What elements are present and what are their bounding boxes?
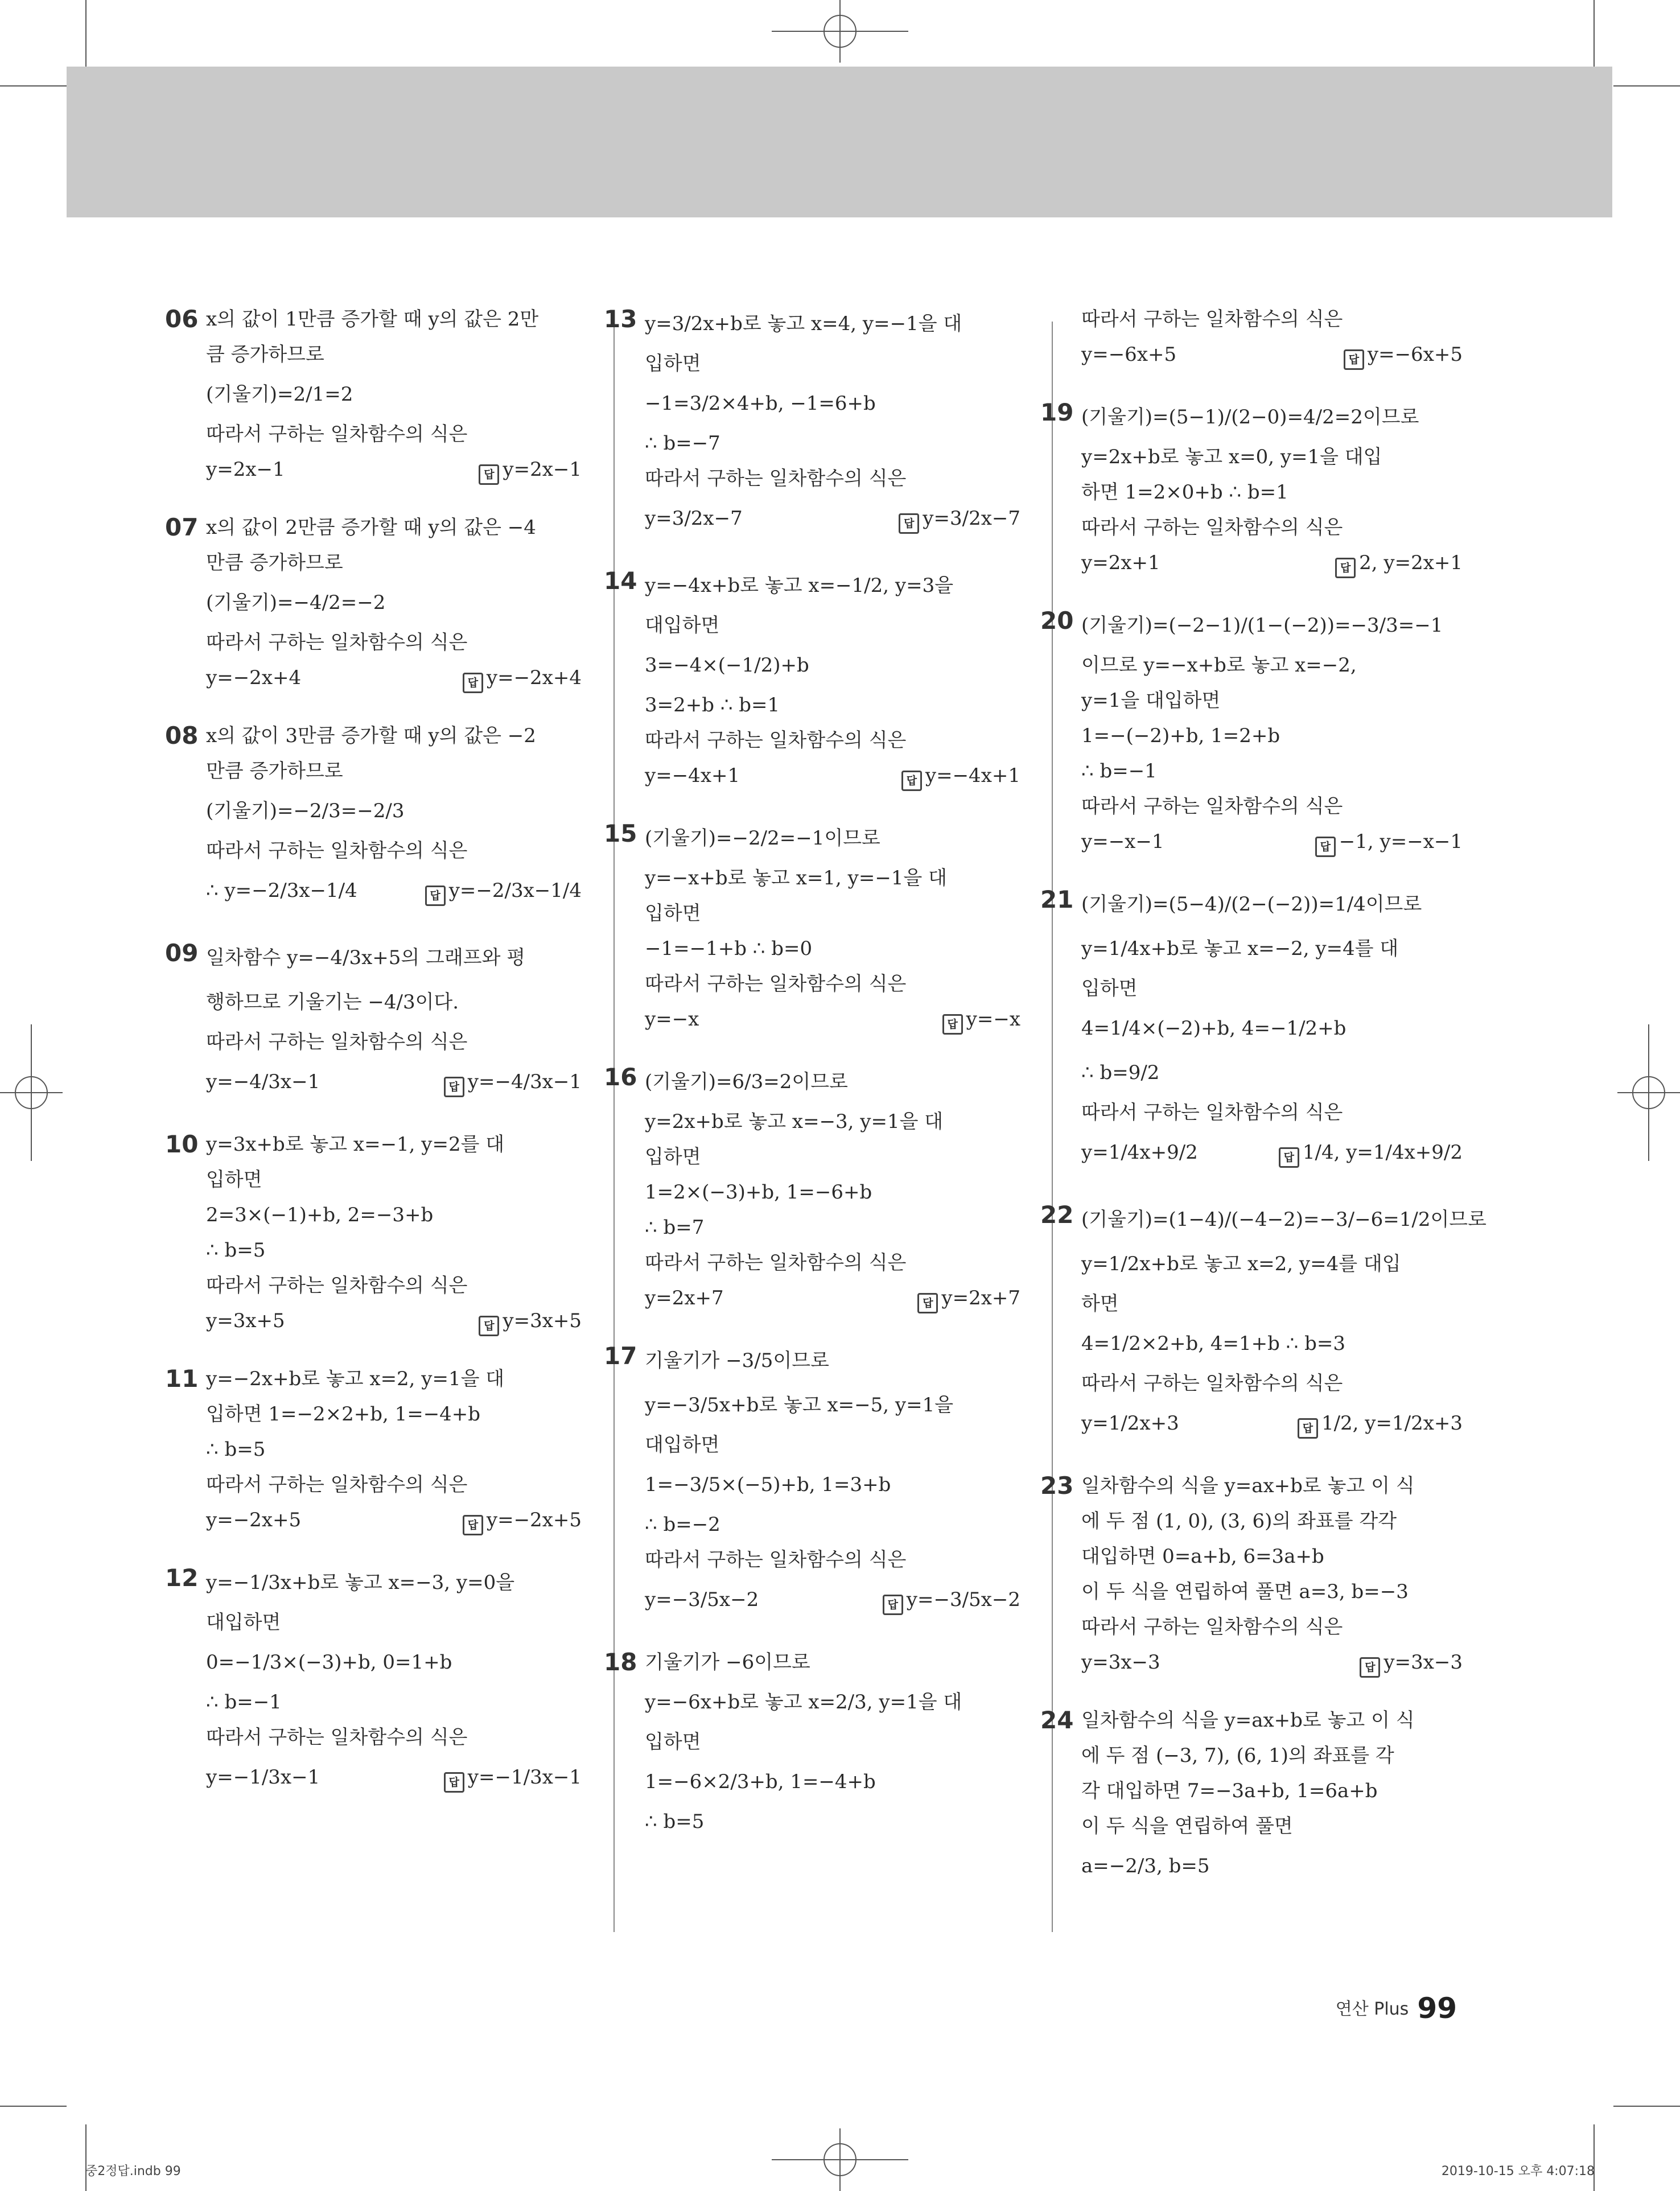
- solution-line: (기울기)=(1−4)/(−4−2)=−3/−6=1/2이므로: [1081, 1208, 1487, 1231]
- problem-number: 18: [604, 1648, 637, 1676]
- answer: [901, 758, 1020, 793]
- solution-line: y=2x+b로 놓고 x=0, y=1을 대입: [1081, 446, 1382, 468]
- solution-line: 2=3×(−1)+b, 2=−3+b: [206, 1204, 434, 1226]
- problem-spacer: [645, 1316, 1020, 1339]
- answer-column-1: [165, 302, 582, 1822]
- solution-line: 대입하면: [645, 1434, 720, 1456]
- problem-block: [604, 816, 1020, 1037]
- solution-line: y=−3/5x+b로 놓고 x=−5, y=1을: [645, 1394, 954, 1416]
- final-equation-row: [206, 1060, 582, 1104]
- crop-mark-bottom-right: [1593, 2124, 1595, 2191]
- page-footer: [1336, 1992, 1457, 2025]
- problem-number: 08: [165, 722, 199, 749]
- problem-spacer: [1081, 859, 1463, 882]
- problem-number: 17: [604, 1342, 637, 1370]
- solution-line: 1=−3/5×(−5)+b, 1=3+b: [645, 1473, 891, 1496]
- problem-block: [1040, 1468, 1463, 1680]
- answer: [1298, 1401, 1463, 1445]
- problem-spacer: [645, 793, 1020, 816]
- final-equation: y=−4x+1: [645, 764, 740, 787]
- answer-text: y=−4x+1: [925, 764, 1020, 787]
- problem-spacer: [645, 1037, 1020, 1060]
- answer-column-3: [1040, 302, 1487, 1911]
- solution-line: 이므로 y=−x+b로 놓고 x=−2,: [1081, 654, 1357, 677]
- solution-line: 따라서 구하는 일차함수의 식은: [206, 1031, 468, 1053]
- problem-block: [165, 1127, 582, 1339]
- crop-mark-top-left: [85, 0, 87, 67]
- answer-mark-icon: 답: [1315, 837, 1336, 857]
- answer-text: −1, y=−x−1: [1339, 830, 1463, 853]
- answer: [899, 496, 1020, 541]
- registration-mark-left: [0, 1024, 63, 1161]
- answer-text: y=3/2x−7: [923, 507, 1020, 530]
- final-equation-row: [1081, 824, 1463, 859]
- answer-mark-icon: 답: [479, 1316, 499, 1336]
- answer-text: y=−2x+5: [486, 1509, 582, 1531]
- answer: [1360, 1645, 1463, 1680]
- answer-mark-icon: 답: [425, 886, 446, 906]
- problem-number: 24: [1040, 1706, 1074, 1734]
- final-equation: y=1/4x+9/2: [1081, 1141, 1198, 1164]
- solution-line: 4=1/4×(−2)+b, 4=−1/2+b: [1081, 1017, 1347, 1040]
- solution-line: 따라서 구하는 일차함수의 식은: [206, 1726, 468, 1749]
- answer: [444, 1755, 582, 1799]
- crop-mark-right-top: [1613, 85, 1680, 87]
- problem-spacer: [645, 1839, 1020, 1862]
- solution-line: y=1/2x+b로 놓고 x=2, y=4를 대입: [1081, 1253, 1401, 1275]
- solution-line: 1=−(−2)+b, 1=2+b: [1081, 724, 1280, 747]
- answer-text: 2, y=2x+1: [1359, 551, 1463, 574]
- final-equation-row: [206, 452, 582, 487]
- final-equation-row: [1081, 545, 1463, 580]
- answer: [942, 1002, 1020, 1037]
- problem-number: 16: [604, 1063, 637, 1091]
- solution-line: 대입하면: [645, 614, 720, 637]
- final-equation: y=3/2x−7: [645, 507, 743, 530]
- problem-spacer: [206, 695, 582, 718]
- solution-line: 따라서 구하는 일차함수의 식은: [645, 1251, 907, 1274]
- footer-label: 연산 Plus: [1335, 1999, 1409, 2019]
- solution-line: 따라서 구하는 일차함수의 식은: [645, 1548, 907, 1571]
- problem-block: [165, 718, 582, 913]
- answer-text: y=3x−3: [1383, 1651, 1463, 1674]
- problem-spacer: [645, 1622, 1020, 1645]
- final-equation: y=2x+7: [645, 1287, 724, 1309]
- solution-line: y=3/2x+b로 놓고 x=4, y=−1을 대: [645, 312, 962, 335]
- solution-line: 따라서 구하는 일차함수의 식은: [645, 467, 907, 490]
- answer: [883, 1578, 1020, 1622]
- solution-line: y=1을 대입하면: [1081, 689, 1221, 712]
- solution-line: 입하면: [645, 1146, 701, 1168]
- solution-line: 각 대입하면 7=−3a+b, 1=6a+b: [1081, 1780, 1378, 1802]
- solution-line: −1=−1+b ∴ b=0: [645, 937, 813, 960]
- solution-line: 3=−4×(−1/2)+b: [645, 654, 809, 677]
- header-banner: [67, 67, 1612, 217]
- final-equation-row: [645, 1578, 1020, 1622]
- problem-block: [604, 1339, 1020, 1622]
- solution-line: ∴ b=−1: [1081, 760, 1157, 782]
- solution-line: (기울기)=6/3=2이므로: [645, 1070, 848, 1093]
- final-equation-row: [206, 660, 582, 695]
- problem-number: 10: [165, 1130, 199, 1158]
- answer: [479, 452, 582, 487]
- final-equation-row: [206, 1502, 582, 1538]
- column-divider-2: [1052, 322, 1053, 1932]
- final-equation: y=2x−1: [206, 458, 285, 481]
- solution-line: 1=−6×2/3+b, 1=−4+b: [645, 1770, 876, 1793]
- solution-line: (기울기)=(−2−1)/(1−(−2))=−3/3=−1: [1081, 614, 1443, 637]
- answer-mark-icon: 답: [1298, 1418, 1318, 1439]
- problem-number: 21: [1040, 886, 1074, 913]
- solution-line: 기울기가 −3/5이므로: [645, 1349, 829, 1372]
- answer-mark-icon: 답: [942, 1014, 963, 1035]
- solution-line: (기울기)=−4/2=−2: [206, 591, 386, 614]
- solution-line: 따라서 구하는 일차함수의 식은: [206, 1274, 468, 1297]
- answer: [425, 868, 582, 913]
- solution-line: 기울기가 −6이므로: [645, 1651, 810, 1674]
- problem-spacer: [206, 913, 582, 936]
- answer-text: 1/2, y=1/2x+3: [1321, 1412, 1463, 1435]
- answer: [1279, 1130, 1463, 1175]
- problem-number: 23: [1040, 1472, 1074, 1500]
- problem-spacer: [1081, 1680, 1463, 1703]
- final-equation-row: [645, 758, 1020, 793]
- crop-mark-bottom-left: [85, 2124, 87, 2191]
- answer: [463, 660, 582, 695]
- final-equation: y=1/2x+3: [1081, 1412, 1179, 1435]
- solution-line: ∴ b=5: [206, 1438, 266, 1461]
- final-equation: y=3x+5: [206, 1309, 285, 1332]
- problem-block: [604, 1060, 1020, 1316]
- final-equation: y=−2x+5: [206, 1509, 302, 1531]
- problem-block: [1040, 603, 1463, 859]
- solution-line: (기울기)=−2/3=−2/3: [206, 800, 405, 822]
- problem-number: 20: [1040, 607, 1074, 635]
- answer: [1344, 337, 1463, 372]
- final-equation: y=−1/3x−1: [206, 1766, 320, 1789]
- solution-line: ∴ b=−2: [645, 1513, 720, 1536]
- solution-line: 따라서 구하는 일차함수의 식은: [1081, 1372, 1343, 1395]
- solution-line: y=2x+b로 놓고 x=−3, y=1을 대: [645, 1110, 944, 1133]
- problem-number: 09: [165, 939, 199, 967]
- registration-mark-bottom: [772, 2128, 908, 2191]
- page-number: 99: [1417, 1992, 1457, 2025]
- problem-block: [1040, 882, 1463, 1175]
- solution-line: 만큼 증가하므로: [206, 551, 343, 574]
- solution-line: 입하면: [206, 1168, 262, 1191]
- answer-text: y=−1/3x−1: [467, 1766, 582, 1789]
- solution-line: (기울기)=(5−1)/(2−0)=4/2=2이므로: [1081, 406, 1419, 429]
- solution-line: 이 두 식을 연립하여 풀면: [1081, 1815, 1293, 1838]
- answer: [479, 1303, 582, 1339]
- answer: [1335, 545, 1463, 580]
- answer-text: y=3x+5: [503, 1309, 582, 1332]
- answer: [1315, 824, 1463, 859]
- final-equation: y=−6x+5: [1081, 343, 1177, 366]
- final-equation: y=−x−1: [1081, 830, 1164, 853]
- solution-line: 대입하면 0=a+b, 6=3a+b: [1081, 1545, 1324, 1568]
- answer-mark-icon: 답: [444, 1077, 464, 1097]
- solution-line: 4=1/2×2+b, 4=1+b ∴ b=3: [1081, 1332, 1345, 1355]
- solution-line: ∴ b=−1: [206, 1691, 282, 1714]
- solution-line: 하면: [1081, 1292, 1119, 1315]
- solution-line: 따라서 구하는 일차함수의 식은: [206, 423, 468, 446]
- solution-line: ∴ b=7: [645, 1216, 705, 1239]
- answer: [917, 1280, 1020, 1316]
- solution-line: 1=2×(−3)+b, 1=−6+b: [645, 1181, 872, 1204]
- solution-line: 0=−1/3×(−3)+b, 0=1+b: [206, 1651, 452, 1674]
- answer-mark-icon: 답: [883, 1595, 903, 1615]
- final-equation-row: [645, 1002, 1020, 1037]
- problem-block: [165, 510, 582, 695]
- registration-mark-top: [772, 0, 908, 63]
- crop-mark-right-bottom: [1613, 2106, 1680, 2107]
- solution-line: x의 값이 3만큼 증가할 때 y의 값은 −2: [206, 724, 536, 747]
- final-equation-row: [1081, 1645, 1463, 1680]
- final-equation: ∴ y=−2/3x−1/4: [206, 879, 357, 902]
- solution-line: 따라서 구하는 일차함수의 식은: [206, 631, 468, 654]
- problem-block: [165, 1560, 582, 1799]
- answer-mark-icon: 답: [1335, 558, 1356, 578]
- crop-mark-left-top: [0, 85, 67, 87]
- solution-line: ∴ b=5: [645, 1810, 705, 1833]
- problem-spacer: [1081, 1888, 1463, 1911]
- problem-block: [1040, 1197, 1487, 1445]
- problem-block: [1040, 1703, 1463, 1888]
- solution-line: 입하면: [1081, 977, 1138, 1000]
- slug-file: 중2정답.indb 99: [85, 2164, 181, 2178]
- solution-line: x의 값이 1만큼 증가할 때 y의 값은 2만: [206, 308, 539, 331]
- solution-line: 따라서 구하는 일차함수의 식은: [206, 1473, 468, 1496]
- solution-line: ∴ b=−7: [645, 432, 720, 455]
- answer-mark-icon: 답: [479, 464, 499, 485]
- final-equation-row: [1081, 1401, 1463, 1445]
- solution-line: 따라서 구하는 일차함수의 식은: [645, 729, 907, 752]
- answer-text: y=−3/5x−2: [906, 1588, 1020, 1611]
- final-equation: y=−3/5x−2: [645, 1588, 759, 1611]
- problem-number: 06: [165, 305, 199, 333]
- solution-line: 대입하면: [206, 1611, 281, 1634]
- final-equation-row: [1081, 1130, 1463, 1175]
- answer-mark-icon: 답: [899, 513, 919, 534]
- problem-spacer: [206, 1799, 582, 1822]
- final-equation-row: [645, 496, 1020, 541]
- solution-line: (기울기)=(5−4)/(2−(−2))=1/4이므로: [1081, 893, 1422, 916]
- problem-block: [1040, 395, 1463, 580]
- answer: [463, 1502, 582, 1538]
- solution-line: 따라서 구하는 일차함수의 식은: [1081, 1101, 1343, 1124]
- answer: [444, 1060, 582, 1104]
- final-equation-row: [206, 1303, 582, 1339]
- solution-line: 따라서 구하는 일차함수의 식은: [1081, 516, 1343, 539]
- solution-line: 일차함수 y=−4/3x+5의 그래프와 평: [206, 946, 526, 969]
- answer-mark-icon: 답: [1279, 1147, 1299, 1168]
- final-equation: y=3x−3: [1081, 1651, 1160, 1674]
- solution-line: 일차함수의 식을 y=ax+b로 놓고 이 식: [1081, 1709, 1415, 1732]
- problem-number: 11: [165, 1365, 199, 1393]
- solution-line: 입하면 1=−2×2+b, 1=−4+b: [206, 1403, 481, 1426]
- slug-stamp: 2019-10-15 오후 4:07:18: [1441, 2164, 1595, 2178]
- problem-spacer: [1081, 1445, 1463, 1468]
- problem-spacer: [1081, 580, 1463, 603]
- solution-line: (기울기)=2/1=2: [206, 383, 353, 406]
- answer-mark-icon: 답: [1344, 349, 1364, 370]
- answer-column-2: [604, 302, 1020, 1862]
- solution-line: y=−1/3x+b로 놓고 x=−3, y=0을: [206, 1571, 515, 1594]
- problem-number: 15: [604, 819, 637, 847]
- problem-spacer: [206, 1538, 582, 1560]
- solution-line: 따라서 구하는 일차함수의 식은: [1081, 1616, 1343, 1638]
- answer-mark-icon: 답: [463, 673, 483, 693]
- final-equation: y=−2x+4: [206, 666, 302, 689]
- solution-line: 에 두 점 (1, 0), (3, 6)의 좌표를 각각: [1081, 1510, 1397, 1533]
- solution-line: y=−4x+b로 놓고 x=−1/2, y=3을: [645, 574, 954, 597]
- final-equation-row: [1081, 337, 1463, 372]
- solution-line: 따라서 구하는 일차함수의 식은: [206, 839, 468, 862]
- crop-mark-left-bottom: [0, 2106, 67, 2107]
- solution-line: 만큼 증가하므로: [206, 760, 343, 782]
- problem-number: 19: [1040, 398, 1074, 426]
- solution-line: ∴ b=9/2: [1081, 1061, 1160, 1084]
- problem-block: [604, 1645, 1020, 1839]
- solution-line: 행하므로 기울기는 −4/3이다.: [206, 991, 459, 1014]
- solution-line: a=−2/3, b=5: [1081, 1855, 1210, 1877]
- answer-mark-icon: 답: [901, 771, 922, 791]
- solution-line: 일차함수의 식을 y=ax+b로 놓고 이 식: [1081, 1475, 1415, 1497]
- solution-line: 하면 1=2×0+b ∴ b=1: [1081, 481, 1288, 504]
- solution-line: 따라서 구하는 일차함수의 식은: [645, 973, 907, 995]
- problem-number: 13: [604, 305, 637, 333]
- answer-text: y=−x: [966, 1008, 1020, 1031]
- crop-mark-top-right: [1593, 0, 1595, 67]
- solution-line: y=−x+b로 놓고 x=1, y=−1을 대: [645, 867, 947, 889]
- solution-line: y=1/4x+b로 놓고 x=−2, y=4를 대: [1081, 937, 1399, 960]
- final-equation-row: [206, 1755, 582, 1799]
- problem-spacer: [1081, 1175, 1463, 1197]
- solution-line: ∴ b=5: [206, 1239, 266, 1262]
- solution-line: y=−2x+b로 놓고 x=2, y=1을 대: [206, 1368, 505, 1390]
- solution-line: 따라서 구하는 일차함수의 식은: [1081, 795, 1343, 818]
- problem-block: [165, 936, 582, 1104]
- solution-line: x의 값이 2만큼 증가할 때 y의 값은 −4: [206, 516, 536, 539]
- problem-number: 12: [165, 1564, 199, 1592]
- problem-block: [165, 1361, 582, 1538]
- answer-text: y=2x−1: [503, 458, 582, 481]
- problem-spacer: [206, 487, 582, 510]
- answer-mark-icon: 답: [917, 1293, 938, 1313]
- final-equation: y=−4/3x−1: [206, 1070, 320, 1093]
- problem-number: 07: [165, 513, 199, 541]
- final-equation-row: [645, 1280, 1020, 1316]
- problem-spacer: [1081, 372, 1463, 395]
- answer-mark-icon: 답: [444, 1772, 464, 1793]
- solution-line: y=3x+b로 놓고 x=−1, y=2를 대: [206, 1133, 505, 1156]
- problem-spacer: [206, 1339, 582, 1361]
- solution-line: 따라서 구하는 일차함수의 식은: [1081, 308, 1343, 331]
- problem-spacer: [645, 541, 1020, 563]
- answer-text: y=2x+7: [941, 1287, 1020, 1309]
- problem-number: 22: [1040, 1201, 1074, 1229]
- problem-block: [165, 302, 582, 487]
- solution-line: 에 두 점 (−3, 7), (6, 1)의 좌표를 각: [1081, 1744, 1394, 1767]
- answer-text: y=−6x+5: [1367, 343, 1463, 366]
- registration-mark-right: [1617, 1024, 1680, 1161]
- final-equation: y=−x: [645, 1008, 699, 1031]
- solution-line: 3=2+b ∴ b=1: [645, 694, 780, 716]
- problem-spacer: [206, 1104, 582, 1127]
- solution-line: 입하면: [645, 1731, 701, 1753]
- problem-number: 14: [604, 567, 637, 595]
- answer-text: y=−2/3x−1/4: [448, 879, 582, 902]
- answer-mark-icon: 답: [1360, 1657, 1380, 1678]
- solution-line: 입하면: [645, 352, 701, 375]
- solution-line: 이 두 식을 연립하여 풀면 a=3, b=−3: [1081, 1580, 1409, 1603]
- answer-text: y=−2x+4: [486, 666, 582, 689]
- answer-text: 1/4, y=1/4x+9/2: [1302, 1141, 1463, 1164]
- answer-text: y=−4/3x−1: [467, 1070, 582, 1093]
- answer-mark-icon: 답: [463, 1515, 483, 1535]
- solution-line: y=−6x+b로 놓고 x=2/3, y=1을 대: [645, 1691, 962, 1714]
- solution-line: 큼 증가하므로: [206, 343, 324, 366]
- problem-block: [604, 563, 1020, 793]
- final-equation-row: [206, 868, 582, 913]
- solution-line: (기울기)=−2/2=−1이므로: [645, 827, 880, 850]
- problem-block: [1081, 302, 1463, 372]
- solution-line: −1=3/2×4+b, −1=6+b: [645, 392, 876, 415]
- final-equation: y=2x+1: [1081, 551, 1160, 574]
- solution-line: 입하면: [645, 902, 701, 925]
- problem-block: [604, 302, 1020, 541]
